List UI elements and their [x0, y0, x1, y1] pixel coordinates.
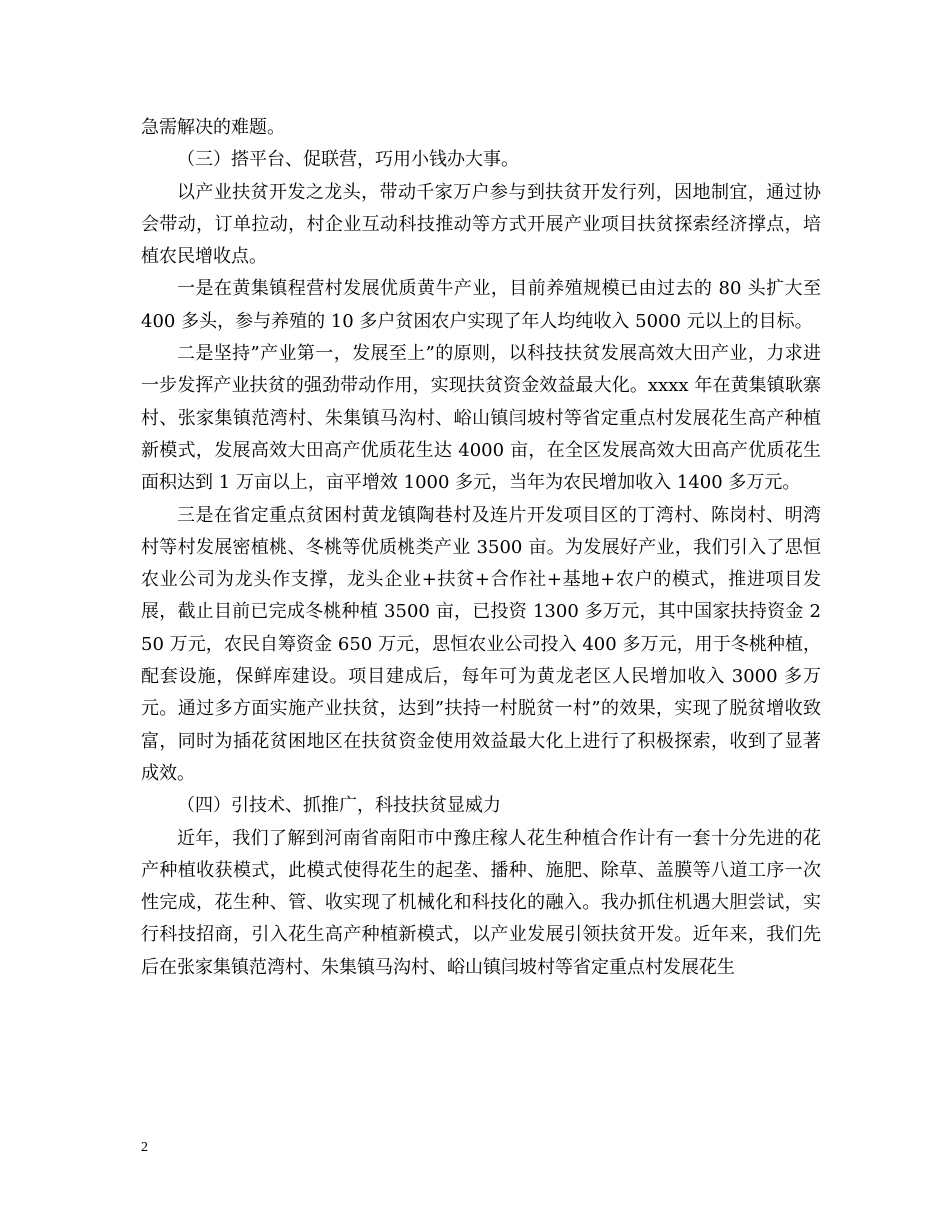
paragraph: 二是坚持”产业第一，发展至上”的原则，以科技扶贫发展高效大田产业，力求进一步发挥产业扶贫的强劲带动作用，实现扶贫资金效益最大化。xxxx 年在黄集镇耿寨村、张家集镇范湾村、朱集镇马沟村、峪山镇闫坡村等省定重点村发展花生高产种植新模式，发展高效大田高产优质花生达 4000 亩，在全区发展高效大田高产优质花生面积达到 1 万亩以上，亩平增效 1000 多元，当年为农民增加收入 1400 多万元。	[141, 343, 821, 494]
paragraph: 以产业扶贫开发之龙头，带动千家万户参与到扶贫开发行列，因地制宜，通过协会带动，订单拉动，村企业互动科技推动等方式开展产业项目扶贫探索经济撑点，培植农民增收点。	[141, 181, 821, 268]
paragraph: 近年，我们了解到河南省南阳市中豫庄稼人花生种植合作计有一套十分先进的花产种植收获模式，此模式使得花生的起垄、播种、施肥、除草、盖膜等八道工序一次性完成，花生种、管、收实现了机械化和科技化的融入。我办抓住机遇大胆尝试，实行科技招商，引入花生高产种植新模式，以产业发展引领扶贫开发。近年来，我们先后在张家集镇范湾村、朱集镇马沟村、峪山镇闫坡村等省定重点村发展花生	[141, 827, 821, 978]
page-number: 2	[141, 1140, 148, 1155]
paragraph: 一是在黄集镇程营村发展优质黄牛产业，目前养殖规模已由过去的 80 头扩大至 400 多头，参与养殖的 10 多户贫困农户实现了年人均纯收入 5000 元以上的目标。	[141, 278, 821, 332]
paragraph-continuation: 急需解决的难题。	[141, 117, 285, 138]
paragraph: 三是在省定重点贫困村黄龙镇陶巷村及连片开发项目区的丁湾村、陈岗村、明湾村等村发展密植桃、冬桃等优质桃类产业 3500 亩。为发展好产业，我们引入了思恒农业公司为龙头作支撑，龙头企业+扶贫+合作社+基地+农户的模式，推进项目发展，截止目前已完成冬桃种植 3500 亩，已投资 1300 多万元，其中国家扶持资金 250 万元，农民自筹资金 650 万元，思恒农业公司投入 400 多万元，用于冬桃种植，配套设施，保鲜库建设。项目建成后，每年可为黄龙老区人民增加收入 3000 多万元。通过多方面实施产业扶贫，达到”扶持一村脱贫一村”的效果，实现了脱贫增收致富，同时为插花贫困地区在扶贫资金使用效益最大化上进行了积极探索，收到了显著成效。	[141, 504, 821, 784]
document-body	[141, 112, 821, 984]
section-heading-4: （四）引技术、抓推广，科技扶贫显威力	[177, 795, 501, 817]
section-heading-3: （三）搭平台、促联营，巧用小钱办大事。	[177, 149, 519, 171]
